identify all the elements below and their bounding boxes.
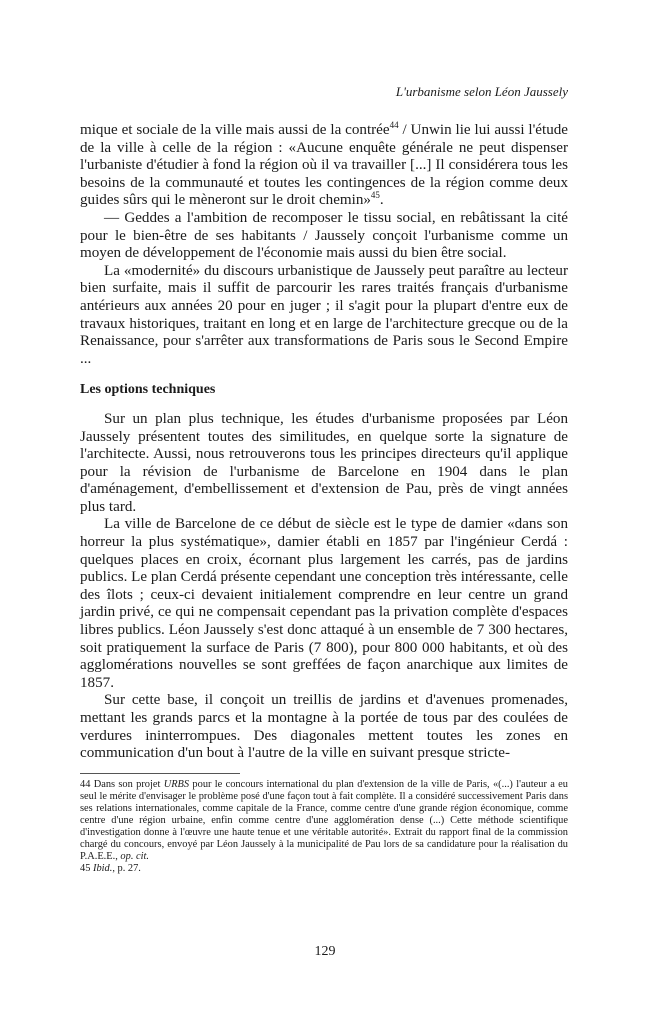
paragraph-3: La «modernité» du discours urbanistique de Jaussely peut paraître au lecteur bien surfaite, mais il suffit de parcourir les rares traités français d'urbanisme antérieurs aux années 20 pour en juger ; il s'agit pour la plupart d'entre eux de travaux historiques, traitant en long et en large de l'architecture grecque ou de la Renaissance, pour s'arrêter aux transformations de Paris sous le Second Empire ... — [80, 262, 568, 367]
footnote-44-number: 44 — [80, 779, 91, 790]
paragraph-6: Sur cette base, il conçoit un treillis de jardins et d'avenues promenades, mettant les grands parcs et la montagne à la portée de tous par des coulées de verdures ininterrompues. Des diagonales mettent toutes les zones en communication d'un bout à l'autre de la ville en suivant presque stricte- — [80, 692, 568, 762]
footnote-44-title: URBS — [163, 779, 190, 790]
footnote-44-text-a: Dans son projet — [90, 779, 164, 790]
footnote-44-citation: op. cit. — [120, 851, 149, 862]
footnotes — [80, 779, 568, 875]
paragraph-4: Sur un plan plus technique, les études d'urbanisme proposées par Léon Jaussely présentent toutes des similitudes, en quelque sorte la signature de l'architecte. Aussi, nous retrouverons tous les principes directeurs qu'il applique pour la révision de l'urbanisme de Barcelone en 1904 dans le plan d'aménagement, d'embellissement et d'extension de Pau, près de vingt années plus tard. — [80, 410, 568, 515]
paragraph-2: — Geddes a l'ambition de recomposer le tissu social, en rebâtissant la cité pour le bien-être de ses habitants / Jaussely conçoit l'urbanisme comme un moyen de développement de l'économie mais aussi du bien être social. — [80, 209, 568, 262]
paragraph-1-part-b: / Unwin lie lui aussi l'étude de la ville à celle de la région : «Aucune enquête générale ne peut dispenser l'urbaniste d'étudier à fond la région où il va travailler [...] Il considérera tous les besoins de la communauté et toutes les contingences de la région comme deux guides sûrs qui le mèneront sur le droit chemin» — [80, 122, 568, 209]
footnote-45-number: 45 — [80, 863, 91, 874]
paragraph-1-part-c: . — [379, 192, 384, 209]
footnote-45 — [80, 863, 568, 875]
paragraph-5: La ville de Barcelone de ce début de siècle est le type de damier «dans son horreur la plus systématique», damier établi en 1857 par l'ingénieur Cerdá : quelques places en croix, écornant plus largement les carrés, pas de jardins publics. Le plan Cerdá présente cependant une conception très intéressante, celle des îlots ; ceux-ci devaient initialement comprendre en leur centre un grand jardin privé, ce qui ne compensait cependant pas la privation complète d'espaces libres publics. Léon Jaussely s'est donc attaqué à un ensemble de 7 300 hectares, soit pratiquement la surface de Paris (7 800), pour 800 000 habitants, et où des agglomérations nouvelles se sont greffées de façon anarchique aux limites de 1857. — [80, 516, 568, 691]
paragraph-1-part-a: mique et sociale de la ville mais aussi de la contrée — [80, 122, 390, 138]
footnote-ref-45: 45 — [370, 190, 380, 201]
running-head: L'urbanisme selon Léon Jaussely — [395, 84, 568, 99]
footnote-44 — [80, 779, 568, 863]
paragraph-1 — [80, 119, 568, 210]
body-text — [80, 119, 568, 763]
footnote-45-text: , p. 27. — [112, 863, 141, 874]
footnote-separator — [80, 773, 240, 774]
footnote-45-citation: Ibid. — [90, 863, 113, 874]
footnote-ref-44: 44 — [389, 119, 399, 130]
page-number: 129 — [314, 944, 336, 959]
footnote-44-text-b: pour le concours international du plan d'extension de la ville de Paris, «(...) l'auteur a eu seul le mérite d'envisager le problème posé d'une façon tout à fait complète. Il a considéré successivement Paris dans ses relations internationales, comme capitale de la France, comme centre d'une grande région économique, comme centre d'une région urbaine, enfin comme centre d'une agglomération dense (...) Cette méthode scientifique d'investigation donne à l'œuvre une haute tenue et une véritable autorité». Extrait du rapport final de la commission chargé du concours, envoyé par Léon Jaussely à la municipalité de Pau lors de sa candidature pour la réalisation du P.A.E.E., — [80, 779, 568, 862]
section-heading: Les options techniques — [80, 382, 216, 398]
